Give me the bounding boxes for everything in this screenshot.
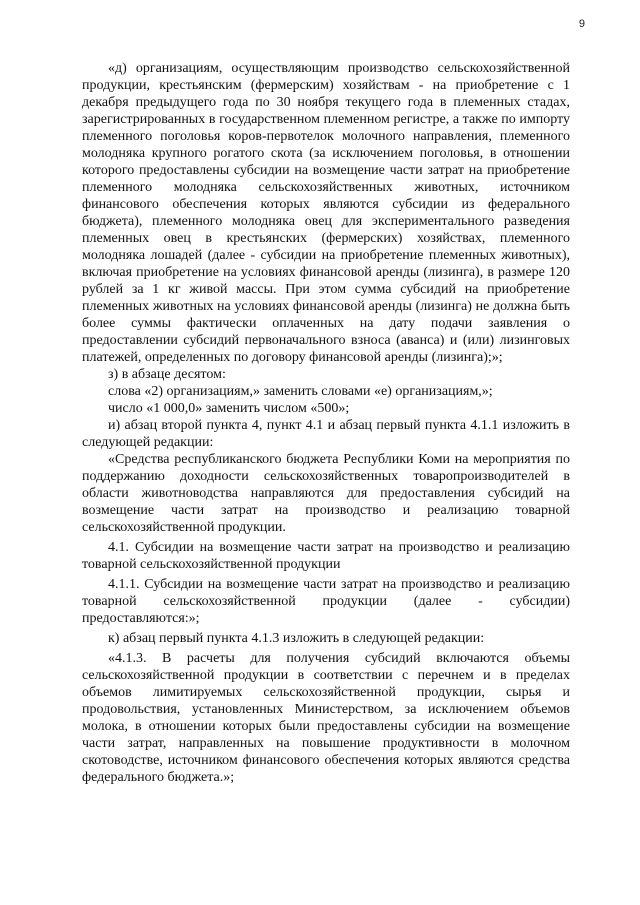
paragraph-k: к) абзац первый пункта 4.1.3 изложить в следующей редакции: [108, 631, 485, 646]
paragraph-d: «д) организациям, осуществляющим производство сельскохозяйственной продукции, крестьянским (фермерским) хозяйствам - на приобретение с 1 декабря предыдущего года по 30 ноября текущего года в племенных стадах, зарегистрированных в государственном племенном регистре, а также по импорту племенного поголовья коров-первотелок молочного направления, племенного молодняка крупного рогатого скота (за исключением поголовья, в отношении которого предоставлены субсидии на возмещение части затрат на приобретение племенного молодняка сельскохозяйственных животных, источником финансового обеспечения которых являются субсидии из федерального бюджета), племенного молодняка овец для экспериментального разведения племенных овец в крестьянских (фермерских) хозяйствах, племенного молодняка лошадей (далее - субсидии на приобретение племенных животных), включая приобретение на условиях финансовой аренды (лизинга), в размере 120 рублей за 1 кг живой массы. При этом сумма субсидий на приобретение племенных животных на условиях финансовой аренды (лизинга) не должна быть более суммы фактически оплаченных на дату подачи заявления о предоставлении субсидий первоначального взноса (аванса) и (или) лизинговых платежей, определенных по договору финансовой аренды (лизинга);»; [82, 61, 570, 365]
paragraph-i: и) абзац второй пункта 4, пункт 4.1 и абзац первый пункта 4.1.1 изложить в следующей редакции: [82, 418, 570, 450]
paragraph-z: з) в абзаце десятом: [108, 367, 226, 382]
paragraph-z-number: число «1 000,0» заменить числом «500»; [108, 401, 350, 416]
paragraph-funds: «Средства республиканского бюджета Республики Коми на мероприятия по поддержанию доходности сельскохозяйственных товаропроизводителей в области животноводства направляются для предоставления субсидий на возмещение части затрат на производство и реализацию товарной сельскохозяйственной продукции. [82, 452, 570, 535]
paragraph-4-1-3: «4.1.3. В расчеты для получения субсидий включаются объемы сельскохозяйственной продукции в соответствии с перечнем и в пределах объемов лимитируемых сельскохозяйственной продукции, сырья и продовольствия, установленных Министерством, за исключением объемов молока, в отношении которых были предоставлены субсидии на возмещение части затрат, направленных на повышение продуктивности в молочном скотоводстве, источником финансового обеспечения которых являются средства федерального бюджета.»; [82, 651, 570, 785]
paragraph-4-1: 4.1. Субсидии на возмещение части затрат на производство и реализацию товарной сельскохозяйственной продукции [82, 540, 570, 572]
body-text [82, 60, 570, 786]
page-number: 9 [578, 18, 585, 30]
paragraph-z-words: слова «2) организациям,» заменить словами «е) организациям,»; [108, 384, 493, 399]
paragraph-4-1-1: 4.1.1. Субсидии на возмещение части затрат на производство и реализацию товарной сельскохозяйственной продукции (далее - субсидии) предоставляются:»; [82, 577, 570, 626]
